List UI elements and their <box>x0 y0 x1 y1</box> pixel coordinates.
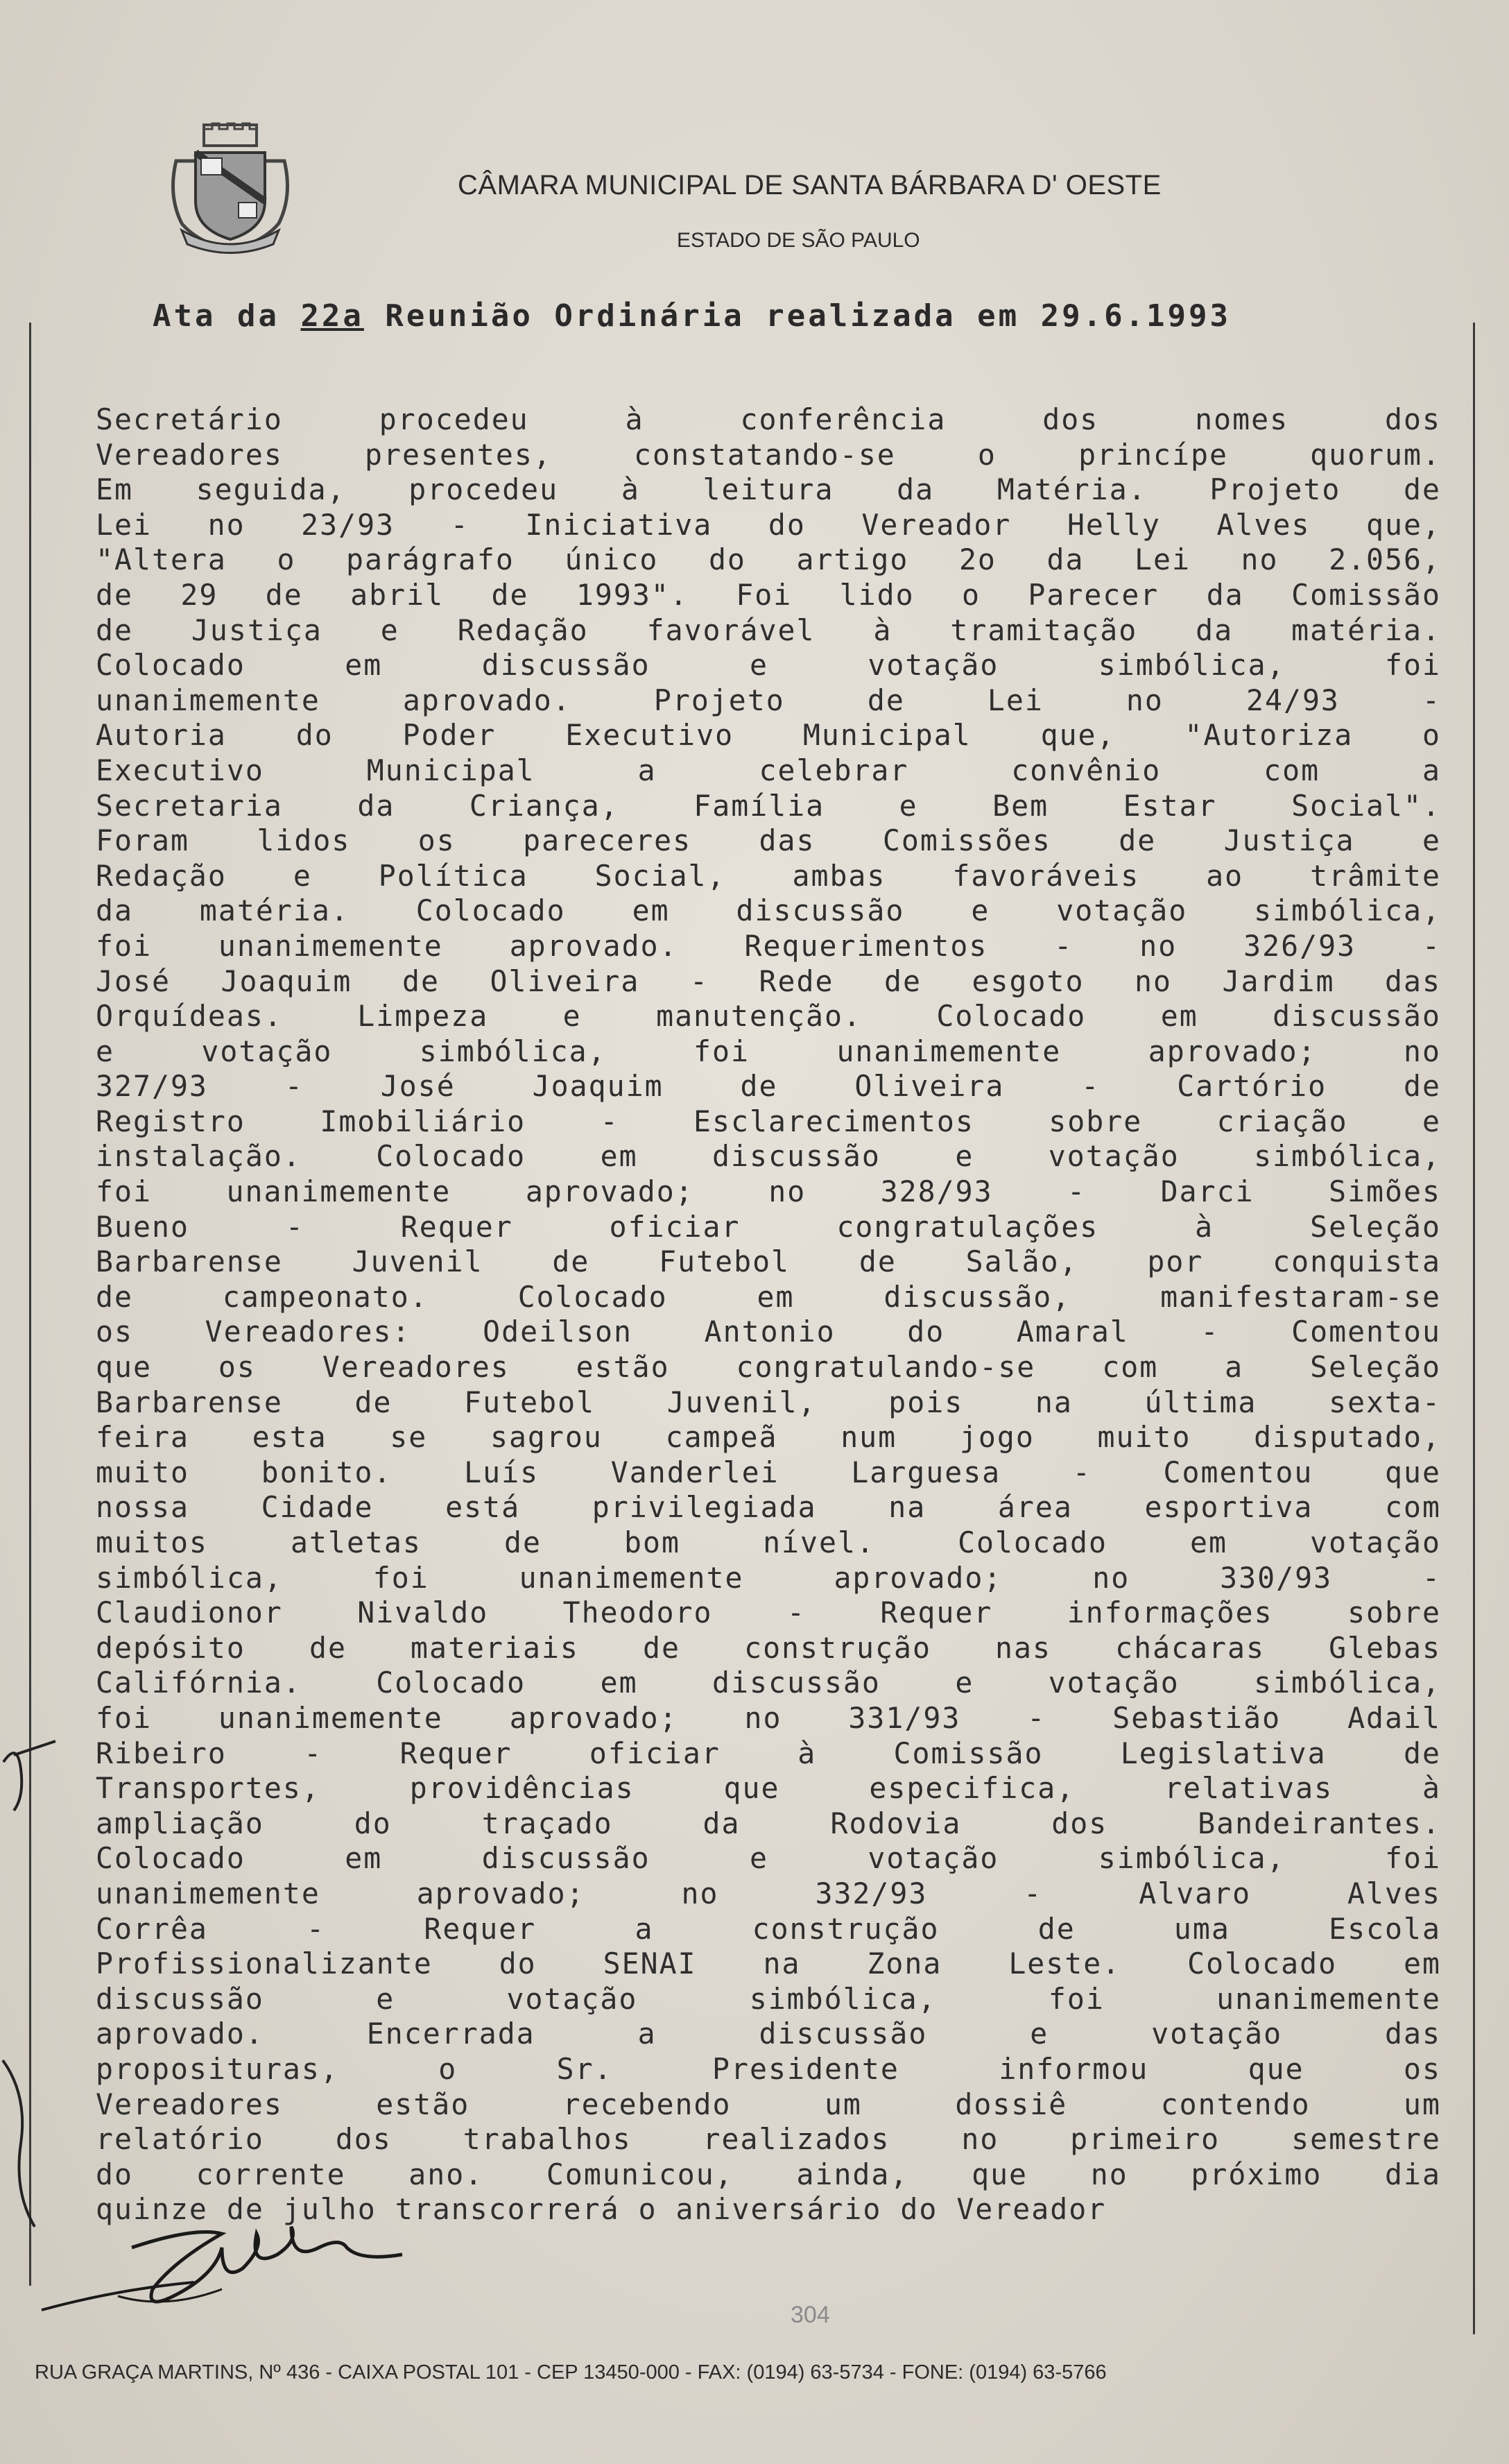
text-line: Em seguida, procedeu à leitura da Matéria. Projeto de <box>96 472 1441 507</box>
text-line: Registro Imobiliário - Esclarecimentos sobre criação e <box>96 1104 1441 1138</box>
text-line: Foram lidos os pareceres das Comissões de Justiça e <box>96 823 1441 858</box>
text-line: foi unanimemente aprovado; no 328/93 - Darci Simões <box>96 1174 1441 1209</box>
text-line: instalação. Colocado em discussão e votação simbólica, <box>96 1139 1441 1174</box>
text-line: relatório dos trabalhos realizados no primeiro semestre <box>96 2122 1441 2157</box>
text-line: discussão e votação simbólica, foi unanimemente <box>96 1981 1441 2016</box>
text-line: muito bonito. Luís Vanderlei Larguesa - Comentou que <box>96 1455 1441 1489</box>
text-line: Claudionor Nivaldo Theodoro - Requer informações sobre <box>96 1595 1441 1630</box>
text-line: aprovado. Encerrada a discussão e votação das <box>96 2017 1441 2051</box>
title-rest: Reunião Ordinária realizada em 29.6.1993 <box>363 298 1232 334</box>
text-line: Colocado em discussão e votação simbólica, foi <box>96 1841 1441 1876</box>
text-line: quinze de julho transcorrerá o aniversário do Vereador <box>96 2192 1107 2227</box>
state-name: ESTADO DE SÃO PAULO <box>677 229 920 252</box>
text-line: unanimemente aprovado; no 332/93 - Alvaro Alves <box>96 1876 1441 1910</box>
text-line: Barbarense de Futebol Juvenil, pois na última sexta- <box>96 1385 1441 1419</box>
right-margin-rule <box>1473 323 1475 2334</box>
page-number: 304 <box>791 2302 830 2328</box>
handwritten-signature <box>14 2206 430 2338</box>
text-line: proposituras, o Sr. Presidente informou que os <box>96 2051 1441 2086</box>
text-line: depósito de materiais de construção nas chácaras Glebas <box>96 1630 1441 1665</box>
institution-name: CÂMARA MUNICIPAL DE SANTA BÁRBARA D' OESTE <box>458 170 1162 200</box>
text-line: do corrente ano. Comunicou, ainda, que no próximo dia <box>96 2157 1441 2191</box>
text-line: da matéria. Colocado em discussão e votação simbólica, <box>96 893 1441 928</box>
text-line: Vereadores presentes, constatando-se o princípe quorum. <box>96 437 1441 472</box>
text-line: José Joaquim de Oliveira - Rede de esgoto no Jardim das <box>96 964 1441 998</box>
left-margin-rule <box>29 323 31 2286</box>
text-line: Ribeiro - Requer oficiar à Comissão Legislativa de <box>96 1736 1441 1770</box>
text-line: feira esta se sagrou campeã num jogo muito disputado, <box>96 1420 1441 1455</box>
title-ordinal: 22a <box>300 298 364 334</box>
text-line: "Altera o parágrafo único do artigo 2o da Lei no 2.056, <box>96 542 1441 577</box>
text-line: unanimemente aprovado. Projeto de Lei no 24/93 - <box>96 683 1441 717</box>
title-prefix: Ata da <box>153 298 301 334</box>
text-line: foi unanimemente aprovado. Requerimentos - no 326/93 - <box>96 928 1441 963</box>
text-line: Colocado em discussão e votação simbólica, foi <box>96 648 1441 683</box>
text-line: Transportes, providências que especifica, relativas à <box>96 1771 1441 1806</box>
text-line: Autoria do Poder Executivo Municipal que, "Autoriza o <box>96 718 1441 753</box>
text-line: Vereadores estão recebendo um dossiê contendo um <box>96 2087 1441 2121</box>
text-line: de Justiça e Redação favorável à tramitação da matéria. <box>96 613 1441 647</box>
margin-initial-mark <box>0 1734 62 1817</box>
text-line: de campeonato. Colocado em discussão, manifestaram-se <box>96 1279 1441 1314</box>
text-line: os Vereadores: Odeilson Antonio do Amaral - Comentou <box>96 1315 1441 1349</box>
text-line: e votação simbólica, foi unanimemente aprovado; no <box>96 1034 1441 1068</box>
text-line: Executivo Municipal a celebrar convênio com a <box>96 753 1441 787</box>
text-line: Orquídeas. Limpeza e manutenção. Colocado em discussão <box>96 999 1441 1034</box>
minutes-body <box>96 402 1441 2227</box>
footer-address: RUA GRAÇA MARTINS, Nº 436 - CAIXA POSTAL 101 - CEP 13450-000 - FAX: (0194) 63-5734 - FONE: (0194) 63-5766 <box>35 2361 1107 2384</box>
text-line: de 29 de abril de 1993". Foi lido o Parecer da Comissão <box>96 577 1441 612</box>
text-line: Profissionalizante do SENAI na Zona Leste. Colocado em <box>96 1947 1441 1981</box>
text-line: foi unanimemente aprovado; no 331/93 - Sebastião Adail <box>96 1700 1441 1735</box>
text-line: que os Vereadores estão congratulando-se com a Seleção <box>96 1350 1441 1385</box>
text-line: Bueno - Requer oficiar congratulações à Seleção <box>96 1209 1441 1244</box>
text-line: muitos atletas de bom nível. Colocado em votação <box>96 1525 1441 1559</box>
text-line: 327/93 - José Joaquim de Oliveira - Cartório de <box>96 1069 1441 1104</box>
text-line: simbólica, foi unanimemente aprovado; no 330/93 - <box>96 1560 1441 1595</box>
text-line: nossa Cidade está privilegiada na área esportiva com <box>96 1490 1441 1525</box>
minutes-title <box>153 298 1231 334</box>
text-line: Secretário procedeu à conferência dos nomes dos <box>96 402 1441 436</box>
text-line: Redação e Política Social, ambas favoráveis ao trâmite <box>96 858 1441 893</box>
text-line: Califórnia. Colocado em discussão e votação simbólica, <box>96 1666 1441 1700</box>
text-line: Lei no 23/93 - Iniciativa do Vereador Helly Alves que, <box>96 507 1441 542</box>
text-line: Barbarense Juvenil de Futebol de Salão, por conquista <box>96 1244 1441 1279</box>
municipal-coat-of-arms-icon <box>161 119 300 258</box>
text-line: Secretaria da Criança, Família e Bem Estar Social". <box>96 788 1441 823</box>
text-line: ampliação do traçado da Rodovia dos Bandeirantes. <box>96 1806 1441 1840</box>
text-line: Corrêa - Requer a construção de uma Escola <box>96 1911 1441 1946</box>
